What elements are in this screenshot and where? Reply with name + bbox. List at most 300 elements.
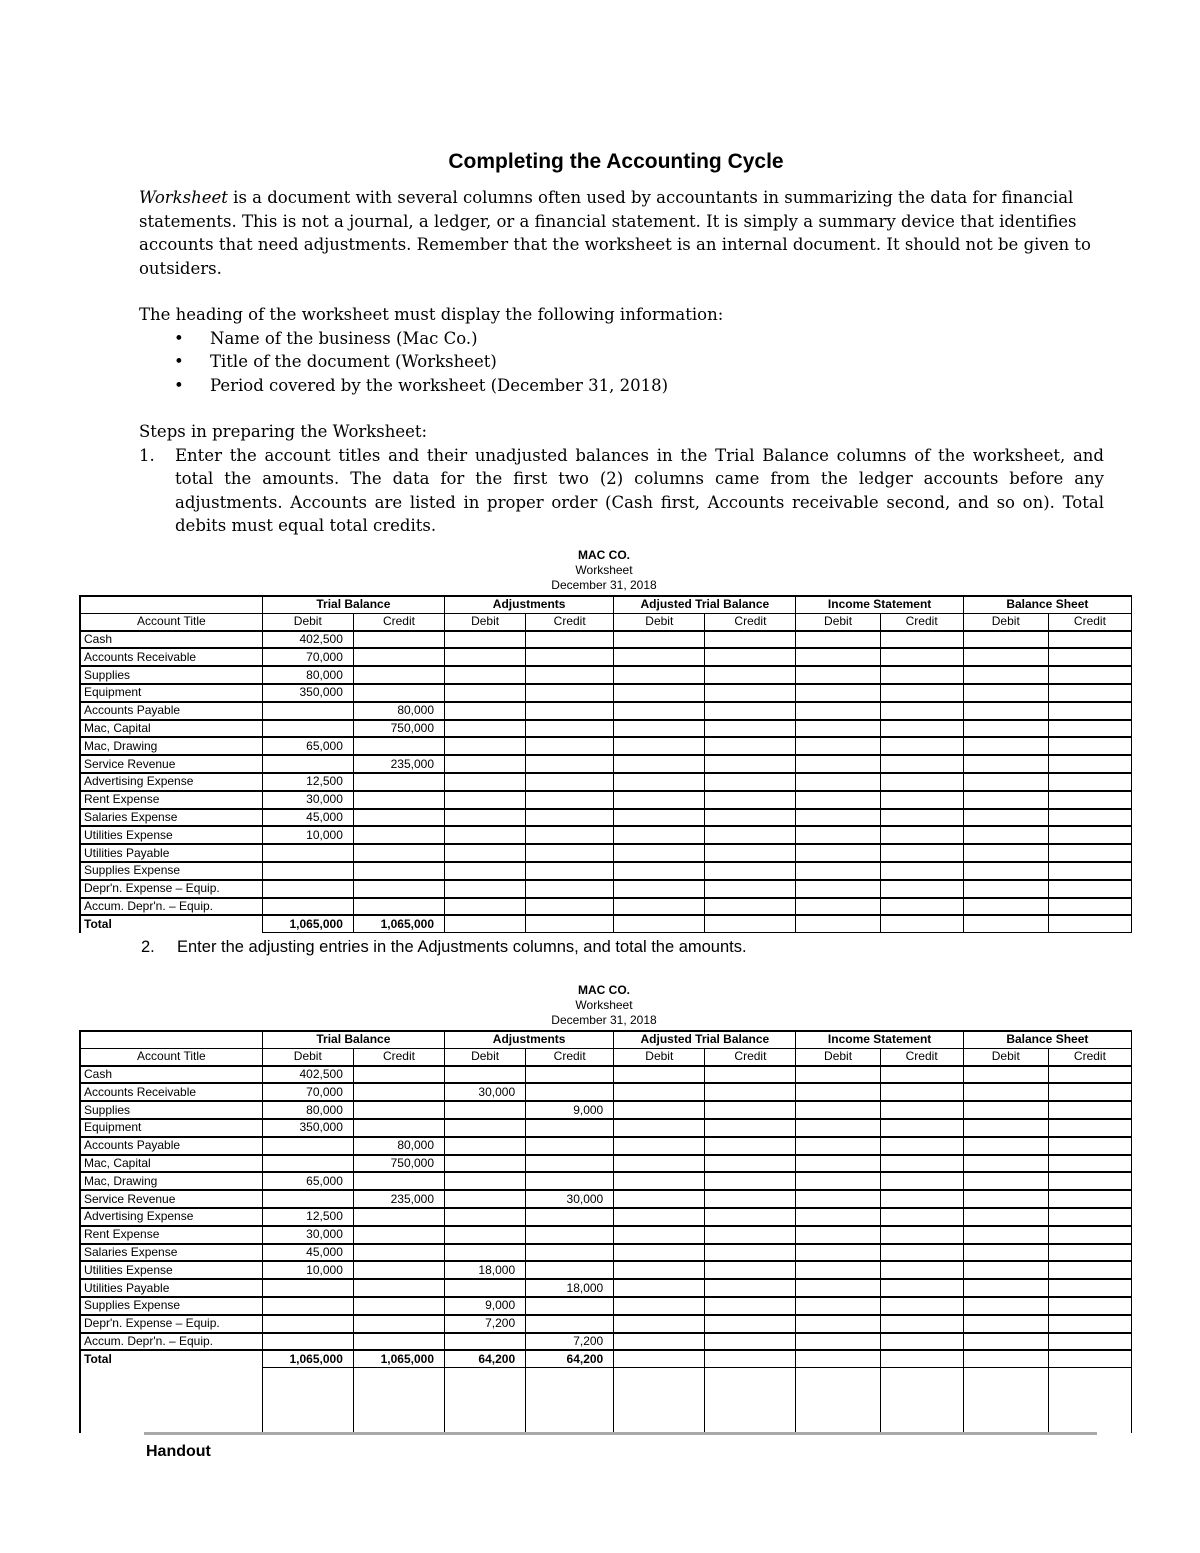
amount-cell (445, 1172, 526, 1190)
account-title-cell: Accounts Receivable (80, 1083, 262, 1101)
amount-cell (262, 702, 353, 720)
amount-cell (1048, 1244, 1131, 1262)
table-row (80, 1244, 1132, 1262)
amount-cell (353, 826, 444, 844)
amount-cell (262, 1297, 353, 1315)
account-title-cell: Accum. Depr'n. – Equip. (80, 1333, 262, 1351)
amount-cell (963, 684, 1048, 702)
amount-cell (963, 666, 1048, 684)
table-row (80, 809, 1132, 827)
amount-cell (1048, 1315, 1131, 1333)
bullet-item: • Title of the document (Worksheet) (139, 350, 1104, 374)
amount-cell (705, 1208, 796, 1226)
amount-cell (526, 1172, 614, 1190)
amount-cell (963, 648, 1048, 666)
header-debit: Debit (614, 1048, 705, 1065)
amount-cell (526, 1261, 614, 1279)
amount-cell (796, 791, 880, 809)
amount-cell (614, 826, 705, 844)
amount-cell (445, 666, 526, 684)
amount-cell (353, 1333, 444, 1351)
amount-cell (353, 1261, 444, 1279)
amount-cell (353, 1066, 444, 1084)
step-2 (141, 938, 747, 957)
amount-cell (705, 1350, 796, 1367)
amount-cell (614, 1244, 705, 1262)
table-row (80, 773, 1132, 791)
amount-cell (1048, 791, 1131, 809)
amount-cell (353, 684, 444, 702)
amount-cell (614, 1172, 705, 1190)
amount-cell: 64,200 (526, 1350, 614, 1367)
table-row (80, 791, 1132, 809)
amount-cell (880, 880, 963, 898)
amount-cell (1048, 1333, 1131, 1351)
header-debit: Debit (445, 613, 526, 630)
amount-cell (880, 1083, 963, 1101)
amount-cell (705, 631, 796, 649)
amount-cell (963, 631, 1048, 649)
step-number: 1. (139, 445, 155, 465)
amount-cell (1048, 1101, 1131, 1119)
step-2-text: Enter the adjusting entries in the Adjustments columns, and total the amounts. (177, 938, 747, 956)
amount-cell (796, 880, 880, 898)
amount-cell (353, 880, 444, 898)
amount-cell (526, 1297, 614, 1315)
amount-cell (963, 1315, 1048, 1333)
table-row (80, 720, 1132, 738)
account-title-cell: Utilities Payable (80, 844, 262, 862)
amount-cell (614, 915, 705, 932)
step-1-text: Enter the account titles and their unadjusted balances in the Trial Balance columns of the worksheet, and total the amounts. The data for the first two (2) columns came from the ledger accounts before any adjustments. Accounts are listed in proper order (Cash first, Accounts receivable second, and so on). Total debits must equal total credits. (175, 445, 1104, 535)
amount-cell (526, 1066, 614, 1084)
amount-cell (880, 631, 963, 649)
header-adjusted-trial-balance: Adjusted Trial Balance (614, 596, 796, 613)
amount-cell (796, 1101, 880, 1119)
amount-cell (614, 666, 705, 684)
amount-cell (796, 666, 880, 684)
table-row (80, 755, 1132, 773)
amount-cell (526, 666, 614, 684)
blank-cell (80, 1368, 262, 1433)
amount-cell: 1,065,000 (262, 915, 353, 932)
amount-cell (880, 1333, 963, 1351)
amount-cell (880, 755, 963, 773)
table-row (80, 898, 1132, 916)
amount-cell: 1,065,000 (353, 915, 444, 932)
amount-cell (526, 702, 614, 720)
table-row (80, 844, 1132, 862)
amount-cell (796, 915, 880, 932)
header-credit: Credit (705, 613, 796, 630)
blank-cell (705, 1368, 796, 1433)
account-title-cell: Advertising Expense (80, 1208, 262, 1226)
blank-cell (963, 1368, 1048, 1433)
amount-cell (445, 720, 526, 738)
amount-cell (262, 1279, 353, 1297)
amount-cell (1048, 666, 1131, 684)
blank-cell (880, 1368, 963, 1433)
amount-cell (796, 898, 880, 916)
amount-cell (1048, 1261, 1131, 1279)
amount-cell (614, 1190, 705, 1208)
amount-cell (963, 1172, 1048, 1190)
amount-cell (1048, 720, 1131, 738)
amount-cell (880, 915, 963, 932)
amount-cell (880, 826, 963, 844)
amount-cell (963, 826, 1048, 844)
amount-cell: 18,000 (445, 1261, 526, 1279)
amount-cell (1048, 809, 1131, 827)
amount-cell: 402,500 (262, 1066, 353, 1084)
amount-cell (796, 648, 880, 666)
amount-cell (796, 631, 880, 649)
amount-cell (796, 1066, 880, 1084)
amount-cell (445, 1279, 526, 1297)
amount-cell (705, 898, 796, 916)
header-debit: Debit (963, 1048, 1048, 1065)
amount-cell (880, 1261, 963, 1279)
amount-cell (526, 1244, 614, 1262)
amount-cell (963, 1261, 1048, 1279)
header-credit: Credit (880, 1048, 963, 1065)
amount-cell (880, 1315, 963, 1333)
amount-cell (262, 720, 353, 738)
account-title-cell: Mac, Drawing (80, 1172, 262, 1190)
worksheet-term: Worksheet (139, 188, 228, 207)
amount-cell (880, 648, 963, 666)
amount-cell (1048, 684, 1131, 702)
amount-cell (1048, 1083, 1131, 1101)
amount-cell (705, 684, 796, 702)
amount-cell (353, 666, 444, 684)
amount-cell: 45,000 (262, 809, 353, 827)
amount-cell (705, 1279, 796, 1297)
amount-cell (705, 1315, 796, 1333)
amount-cell (445, 791, 526, 809)
amount-cell (796, 844, 880, 862)
amount-cell (705, 648, 796, 666)
amount-cell: 30,000 (445, 1083, 526, 1101)
blank-cell (445, 1368, 526, 1433)
amount-cell (353, 1315, 444, 1333)
amount-cell (353, 844, 444, 862)
amount-cell (1048, 844, 1131, 862)
amount-cell (963, 844, 1048, 862)
amount-cell (705, 666, 796, 684)
amount-cell (705, 737, 796, 755)
amount-cell (963, 1137, 1048, 1155)
amount-cell: 235,000 (353, 755, 444, 773)
amount-cell (614, 631, 705, 649)
amount-cell (262, 1155, 353, 1173)
amount-cell (526, 737, 614, 755)
amount-cell (1048, 1350, 1131, 1367)
amount-cell (796, 809, 880, 827)
amount-cell (880, 1066, 963, 1084)
amount-cell (262, 755, 353, 773)
amount-cell (614, 737, 705, 755)
amount-cell (445, 880, 526, 898)
header-income-statement: Income Statement (796, 1031, 963, 1048)
amount-cell: 64,200 (445, 1350, 526, 1367)
amount-cell (445, 773, 526, 791)
amount-cell (526, 791, 614, 809)
amount-cell: 70,000 (262, 1083, 353, 1101)
header-credit: Credit (353, 1048, 444, 1065)
amount-cell (526, 1119, 614, 1137)
table-row (80, 1315, 1132, 1333)
amount-cell (880, 809, 963, 827)
amount-cell (705, 826, 796, 844)
amount-cell (963, 1333, 1048, 1351)
amount-cell (796, 1208, 880, 1226)
amount-cell (880, 1172, 963, 1190)
company-name: MAC CO. (578, 983, 630, 997)
header-account-title: Account Title (80, 613, 262, 630)
account-title-cell: Depr'n. Expense – Equip. (80, 880, 262, 898)
intro-text (139, 186, 1104, 538)
amount-cell (705, 1155, 796, 1173)
amount-cell (445, 1333, 526, 1351)
amount-cell (796, 1333, 880, 1351)
worksheet-heading-1 (0, 548, 1200, 593)
amount-cell (705, 880, 796, 898)
amount-cell (963, 1066, 1048, 1084)
amount-cell (963, 1083, 1048, 1101)
amount-cell (445, 1155, 526, 1173)
amount-cell (963, 1155, 1048, 1173)
amount-cell (705, 862, 796, 880)
amount-cell (614, 809, 705, 827)
amount-cell (963, 1350, 1048, 1367)
amount-cell: 30,000 (262, 791, 353, 809)
amount-cell (963, 1297, 1048, 1315)
amount-cell (880, 684, 963, 702)
account-title-cell: Utilities Expense (80, 826, 262, 844)
amount-cell (445, 1190, 526, 1208)
amount-cell (1048, 1190, 1131, 1208)
amount-cell (353, 1083, 444, 1101)
amount-cell (1048, 1119, 1131, 1137)
amount-cell (353, 1101, 444, 1119)
amount-cell (1048, 755, 1131, 773)
amount-cell: 12,500 (262, 1208, 353, 1226)
amount-cell (1048, 1137, 1131, 1155)
amount-cell (705, 1333, 796, 1351)
step-number: 2. (141, 938, 155, 956)
amount-cell (445, 809, 526, 827)
amount-cell (796, 1190, 880, 1208)
header-credit: Credit (1048, 1048, 1131, 1065)
amount-cell (880, 1297, 963, 1315)
amount-cell (880, 737, 963, 755)
amount-cell (526, 898, 614, 916)
bullet-item: • Name of the business (Mac Co.) (139, 327, 1104, 351)
table-row (80, 702, 1132, 720)
amount-cell (614, 1261, 705, 1279)
table-row (80, 1155, 1132, 1173)
amount-cell (705, 809, 796, 827)
amount-cell (796, 702, 880, 720)
amount-cell (614, 1083, 705, 1101)
amount-cell: 235,000 (353, 1190, 444, 1208)
table-row (80, 1137, 1132, 1155)
amount-cell (1048, 648, 1131, 666)
amount-cell (445, 844, 526, 862)
account-title-cell: Cash (80, 631, 262, 649)
amount-cell (353, 1172, 444, 1190)
account-title-cell: Salaries Expense (80, 1244, 262, 1262)
amount-cell (526, 631, 614, 649)
table-row (80, 1066, 1132, 1084)
amount-cell (526, 755, 614, 773)
amount-cell (445, 1119, 526, 1137)
page-title: Completing the Accounting Cycle (448, 150, 784, 173)
amount-cell (445, 1101, 526, 1119)
amount-cell (614, 755, 705, 773)
document-title: Worksheet (575, 563, 633, 577)
amount-cell: 7,200 (526, 1333, 614, 1351)
amount-cell (353, 1279, 444, 1297)
heading-bullet-list (139, 327, 1104, 398)
amount-cell (1048, 702, 1131, 720)
amount-cell (796, 684, 880, 702)
amount-cell (963, 1208, 1048, 1226)
blank-rows (80, 1368, 1132, 1433)
amount-cell (705, 773, 796, 791)
amount-cell: 70,000 (262, 648, 353, 666)
amount-cell (1048, 915, 1131, 932)
account-title-cell: Accounts Payable (80, 702, 262, 720)
amount-cell (963, 1226, 1048, 1244)
amount-cell (963, 1279, 1048, 1297)
table-row (80, 1190, 1132, 1208)
amount-cell (796, 1083, 880, 1101)
amount-cell (614, 1208, 705, 1226)
account-title-cell: Depr'n. Expense – Equip. (80, 1315, 262, 1333)
amount-cell (705, 1066, 796, 1084)
amount-cell (796, 1297, 880, 1315)
total-row (80, 1350, 1132, 1367)
amount-cell (963, 915, 1048, 932)
document-title: Worksheet (575, 998, 633, 1012)
amount-cell (445, 915, 526, 932)
amount-cell (705, 720, 796, 738)
amount-cell (262, 862, 353, 880)
amount-cell (445, 862, 526, 880)
amount-cell (445, 1244, 526, 1262)
amount-cell (526, 826, 614, 844)
amount-cell (614, 1226, 705, 1244)
header-balance-sheet: Balance Sheet (963, 596, 1131, 613)
table-row (80, 1083, 1132, 1101)
amount-cell (963, 1101, 1048, 1119)
account-title-cell: Salaries Expense (80, 809, 262, 827)
amount-cell: 30,000 (526, 1190, 614, 1208)
table-row (80, 1119, 1132, 1137)
amount-cell (353, 1119, 444, 1137)
amount-cell (880, 862, 963, 880)
amount-cell (445, 826, 526, 844)
amount-cell (353, 1297, 444, 1315)
amount-cell (614, 773, 705, 791)
amount-cell (445, 1208, 526, 1226)
amount-cell (445, 684, 526, 702)
blank-cell (1048, 1368, 1131, 1433)
table-row (80, 666, 1132, 684)
amount-cell (796, 773, 880, 791)
header-debit: Debit (262, 1048, 353, 1065)
amount-cell (614, 791, 705, 809)
amount-cell (963, 702, 1048, 720)
amount-cell (526, 720, 614, 738)
header-trial-balance: Trial Balance (262, 1031, 444, 1048)
account-title-cell: Equipment (80, 684, 262, 702)
amount-cell (963, 773, 1048, 791)
header-credit: Credit (526, 613, 614, 630)
header-adjustments: Adjustments (445, 596, 614, 613)
amount-cell (796, 1172, 880, 1190)
amount-cell (963, 809, 1048, 827)
amount-cell (353, 737, 444, 755)
account-title-cell: Accum. Depr'n. – Equip. (80, 898, 262, 916)
amount-cell (353, 1244, 444, 1262)
worksheet-table-1 (79, 595, 1132, 933)
amount-cell (796, 826, 880, 844)
amount-cell (614, 844, 705, 862)
account-title-cell: Supplies Expense (80, 1297, 262, 1315)
amount-cell: 350,000 (262, 684, 353, 702)
header-credit: Credit (705, 1048, 796, 1065)
amount-cell (963, 791, 1048, 809)
amount-cell (963, 720, 1048, 738)
amount-cell: 80,000 (353, 702, 444, 720)
table-row (80, 1297, 1132, 1315)
table-row (80, 1172, 1132, 1190)
amount-cell (705, 1297, 796, 1315)
amount-cell (445, 631, 526, 649)
header-credit: Credit (353, 613, 444, 630)
table-row (80, 1279, 1132, 1297)
amount-cell: 1,065,000 (262, 1350, 353, 1367)
header-credit: Credit (1048, 613, 1131, 630)
bullet-item: • Period covered by the worksheet (December 31, 2018) (139, 374, 1104, 398)
amount-cell (445, 648, 526, 666)
account-title-cell: Utilities Expense (80, 1261, 262, 1279)
amount-cell (614, 1315, 705, 1333)
amount-cell (880, 1190, 963, 1208)
total-label: Total (80, 915, 262, 932)
amount-cell (353, 773, 444, 791)
amount-cell (1048, 1279, 1131, 1297)
table-row (80, 737, 1132, 755)
header-credit: Credit (526, 1048, 614, 1065)
amount-cell (880, 1119, 963, 1137)
amount-cell (526, 1208, 614, 1226)
amount-cell (526, 648, 614, 666)
amount-cell (526, 1315, 614, 1333)
blank-cell (262, 1368, 353, 1433)
account-title-cell: Equipment (80, 1119, 262, 1137)
table-row (80, 648, 1132, 666)
account-title-cell: Utilities Payable (80, 1279, 262, 1297)
account-title-cell: Supplies (80, 1101, 262, 1119)
amount-cell (880, 773, 963, 791)
amount-cell (262, 1333, 353, 1351)
amount-cell (614, 684, 705, 702)
header-trial-balance: Trial Balance (262, 596, 444, 613)
